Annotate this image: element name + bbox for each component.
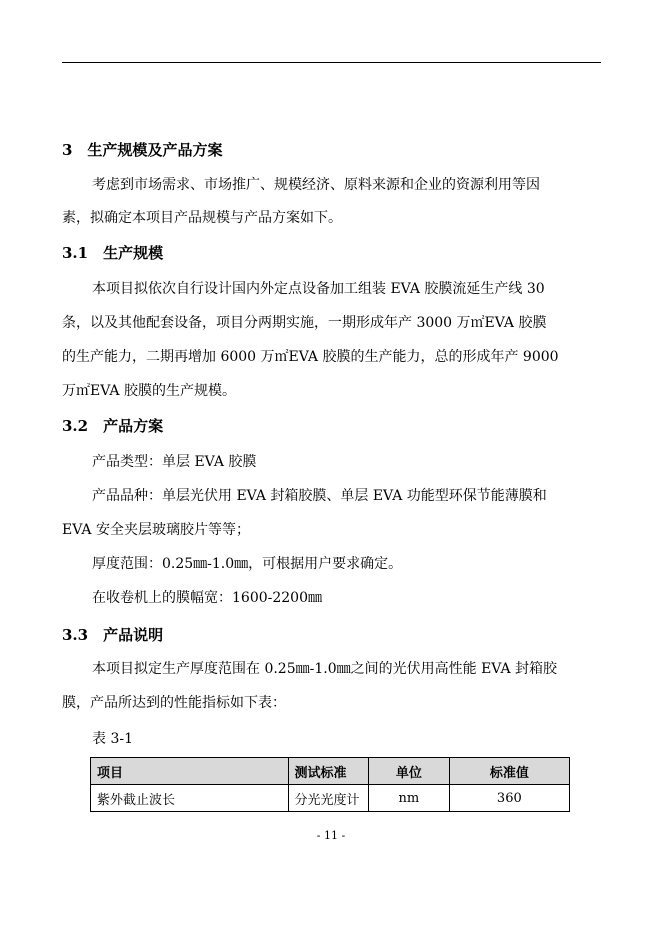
section-3-1-line-3: 的生产能力，二期再增加 6000 万㎡EVA 胶膜的生产能力，总的形成年产 9000 [62, 349, 559, 365]
header-unit: 单位 [369, 758, 450, 785]
section-3-intro-line-1: 考虑到市场需求、市场推广、规模经济、原料来源和企业的资源利用等因 [92, 177, 540, 193]
section-3-1-line-1: 本项目拟依次自行设计国内外定点设备加工组装 EVA 胶膜流延生产线 30 [92, 281, 545, 297]
section-3-3-line-2: 膜，产品所达到的性能指标如下表： [62, 695, 286, 711]
cell-standard-value: 360 [449, 785, 569, 812]
section-3-heading: 3 生产规模及产品方案 [62, 141, 223, 159]
header-item: 项目 [91, 758, 289, 785]
spec-table [90, 757, 570, 812]
header-standard-value: 标准值 [449, 758, 569, 785]
section-3-intro-line-2: 素，拟确定本项目产品规模与产品方案如下。 [62, 210, 342, 226]
table-row [91, 785, 570, 812]
section-3-3-line-1: 本项目拟定生产厚度范围在 0.25㎜-1.0㎜之间的光伏用高性能 EVA 封箱胶 [92, 661, 558, 677]
product-type-line: 产品类型：单层 EVA 胶膜 [92, 454, 257, 470]
film-width-line: 在收卷机上的膜幅宽：1600-2200㎜ [92, 590, 322, 606]
product-variety-line-2: EVA 安全夹层玻璃胶片等等； [62, 522, 250, 538]
thickness-range-line: 厚度范围：0.25㎜-1.0㎜，可根据用户要求确定。 [92, 556, 403, 572]
header-test-standard: 测试标准 [288, 758, 369, 785]
cell-unit: nm [369, 785, 450, 812]
cell-test-standard: 分光光度计 [288, 785, 369, 812]
header-rule [62, 62, 601, 63]
product-variety-line-1: 产品品种：单层光伏用 EVA 封箱胶膜、单层 EVA 功能型环保节能薄膜和 [92, 488, 547, 504]
page-number: - 11 - [316, 829, 346, 842]
section-3-1-line-4: 万㎡EVA 胶膜的生产规模。 [62, 383, 236, 399]
table-caption: 表 3-1 [92, 731, 133, 747]
cell-item: 紫外截止波长 [91, 785, 289, 812]
section-3-3-heading: 3.3 产品说明 [62, 626, 164, 644]
section-3-1-heading: 3.1 生产规模 [62, 244, 164, 262]
section-3-2-heading: 3.2 产品方案 [62, 417, 164, 435]
section-3-1-line-2: 条，以及其他配套设备，项目分两期实施，一期形成年产 3000 万㎡EVA 胶膜 [62, 315, 547, 331]
table-header-row [91, 758, 570, 785]
